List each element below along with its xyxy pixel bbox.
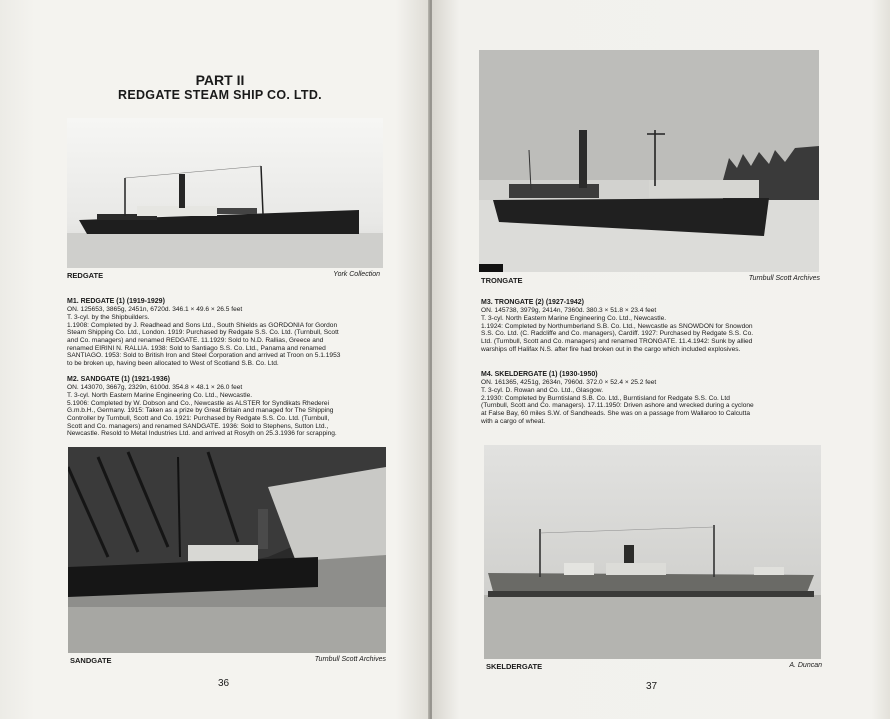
entry-m3	[481, 299, 826, 353]
photo-caption-credit: Turnbull Scott Archives	[314, 656, 386, 663]
entry-text-line: T. 3-cyl. North Eastern Marine Engineering Co. Ltd., Newcastle.	[481, 314, 667, 322]
company-title: REDGATE STEAM SHIP CO. LTD.	[118, 88, 322, 102]
entry-text-line: Steam Shipping Co. Ltd., London. 1919: Purchased by Redgate S.S. Co. Ltd. (Turnbull, Scott	[67, 329, 339, 337]
entry-text-line: 2.1930: Completed by Burntisland S.B. Co. Ltd., Burntisland for Redgate S.S. Co. Ltd	[481, 394, 730, 402]
entry-text-line: to be broken up, having been allocated to West of Scotland S.B. Co. Ltd.	[67, 360, 279, 368]
entry-m2	[67, 376, 397, 438]
entry-text-line: T. 3-cyl. D. Rowan and Co. Ltd., Glasgow.	[481, 386, 604, 394]
entry-text-line: ON. 145738, 3979g, 2414n, 7360d. 380.3 × 51.8 × 23.4 feet	[481, 307, 657, 315]
page-number: 36	[218, 678, 230, 689]
entry-text-line: warships off Halifax N.S. after fire had broken out in the cargo which included explosives.	[481, 345, 741, 353]
entry-text-line: G.m.b.H., Germany. 1915: Taken as a prize by Great Britain and managed for The Shipping	[67, 407, 334, 415]
entry-text-line: (Turnbull, Scott and Co. managers). 17.11.1950: Driven ashore and wrecked during a cyclone	[481, 402, 754, 410]
entry-text-line: Ltd. (Turnbull, Scott and Co. managers) and renamed TRONGATE. 11.4.1942: Sunk by allied	[481, 338, 753, 346]
entry-text-line: 1.1908: Completed by J. Readhead and Sons Ltd., South Shields as GORDONIA for Gordon	[67, 321, 338, 329]
entry-heading: M2. SANDGATE (1) (1921-1936)	[67, 376, 170, 383]
entry-text-line: 1.1924: Completed by Northumberland S.B. Co. Ltd., Newcastle as SNOWDON for Snowdon	[481, 322, 753, 330]
entry-m1	[67, 298, 397, 368]
entry-text-line: S.S. Co. Ltd. (C. Radcliffe and Co. managers), Cardiff. 1927: Purchased by Redgate S.S. Co.	[481, 330, 754, 338]
entry-heading: M4. SKELDERGATE (1) (1930-1950)	[481, 371, 598, 378]
photo-caption-name: TRONGATE	[481, 276, 523, 285]
photo-caption-credit: A. Duncan	[789, 662, 822, 669]
entry-m4	[481, 371, 826, 425]
redgate-photo	[67, 118, 383, 268]
skeldergate-photo	[484, 445, 821, 659]
left-page	[0, 0, 430, 719]
sandgate-photo	[68, 447, 386, 653]
entry-heading: M3. TRONGATE (2) (1927-1942)	[481, 299, 584, 306]
entry-text-line: Newcastle. Resold to Metal Industries Ltd. and arrived at Rosyth on 25.3.1936 for scrapping.	[67, 430, 337, 438]
entry-text-line: at False Bay, 60 miles S.W. of Sandheads. She was on a passage from Wallaroo to Calcutta	[481, 410, 751, 418]
entry-text-line: T. 3-cyl. by the Shipbuilders.	[67, 313, 150, 321]
entry-text-line: T. 3-cyl. North Eastern Marine Engineering Co. Ltd., Newcastle.	[67, 391, 253, 399]
entry-text-line: ON. 125653, 3865g, 2451n, 6720d. 346.1 × 49.6 × 26.5 feet	[67, 306, 243, 314]
entry-text-line: ON. 161365, 4251g, 2634n, 7960d. 372.0 × 52.4 × 25.2 feet	[481, 379, 657, 387]
part-title: PART II	[195, 72, 245, 88]
photo-caption-name: SANDGATE	[70, 656, 112, 665]
entry-text-line: Scott and Co. managers) and renamed SANDGATE. 1936: Sold to Stephens, Sutton Ltd.,	[67, 422, 329, 430]
entry-text-line: SANTIAGO. 1953: Sold to British Iron and Steel Corporation and arrived at Troon on 5.1.1953	[67, 352, 341, 360]
entry-text-line: and Co. managers) and renamed REDGATE. 11.1929: Sold to N.D. Rallias, Greece and	[67, 337, 324, 345]
entry-text-line: renamed EIRINI N. RALLIA. 1938: Sold to Santiago S.S. Co. Ltd., Panama and renamed	[67, 344, 326, 352]
photo-caption-credit: Turnbull Scott Archives	[748, 275, 820, 282]
entry-heading: M1. REDGATE (1) (1919-1929)	[67, 298, 165, 305]
entry-text-line: with a cargo of wheat.	[481, 417, 546, 425]
right-page	[432, 0, 890, 719]
photo-caption-name: REDGATE	[67, 271, 104, 280]
entry-text-line: 5.1906: Completed by W. Dobson and Co., Newcastle as ALSTER for Syndikats Rhederei	[67, 399, 330, 407]
entry-text-line: ON. 143070, 3667g, 2329n, 6100d. 354.8 × 48.1 × 26.0 feet	[67, 384, 243, 392]
page-number: 37	[646, 681, 658, 692]
trongate-photo	[479, 50, 819, 272]
entry-text-line: Controller by Turnbull, Scott and Co. 1921: Purchased by Redgate S.S. Co. Ltd. (Turnbull,	[67, 415, 330, 423]
photo-caption-name: SKELDERGATE	[486, 662, 543, 671]
photo-caption-credit: York Collection	[333, 271, 380, 278]
